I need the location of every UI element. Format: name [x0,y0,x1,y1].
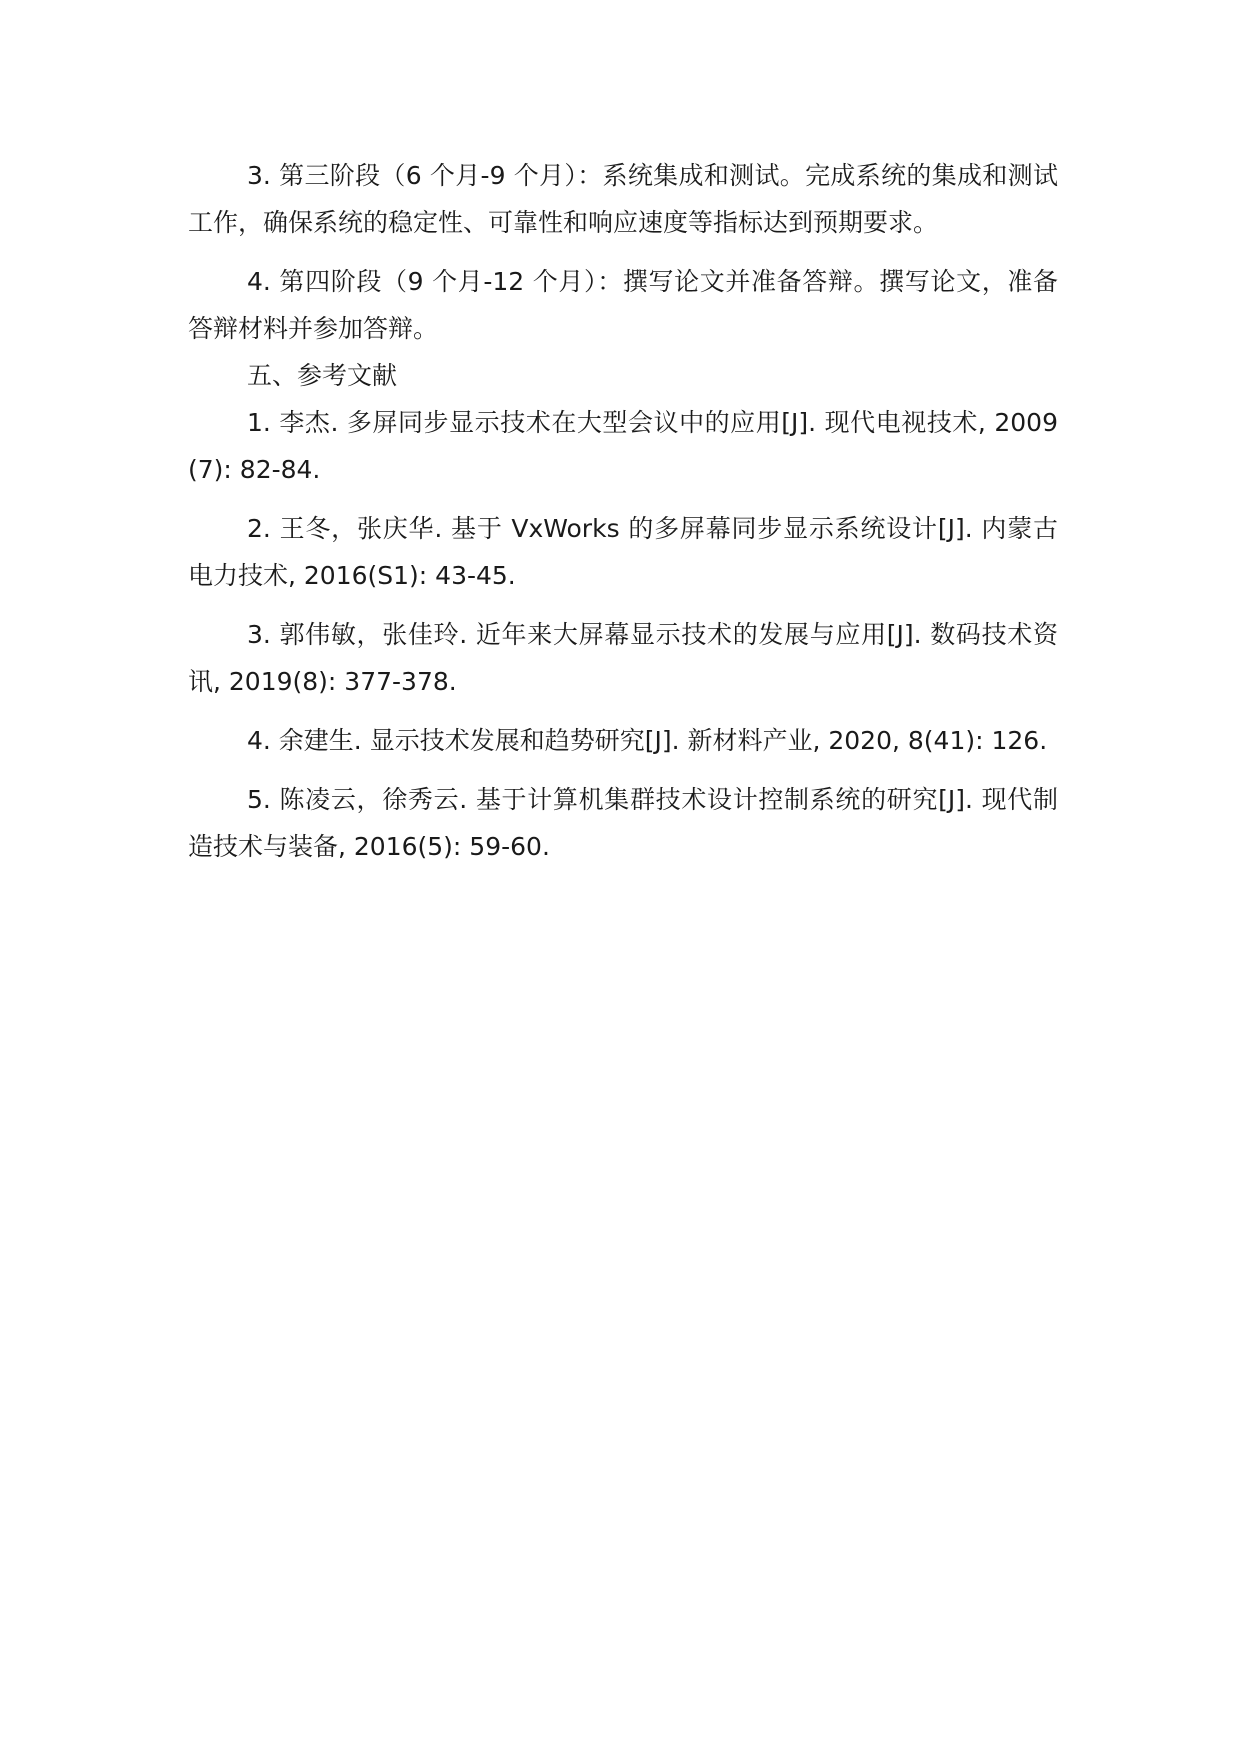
references-list [188,399,1058,870]
reference-item-2: 2. 王冬，张庆华. 基于 VxWorks 的多屏幕同步显示系统设计[J]. 内蒙古电力技术, 2016(S1): 43-45. [188,514,1058,590]
reference-item-3: 3. 郭伟敏，张佳玲. 近年来大屏幕显示技术的发展与应用[J]. 数码技术资讯, 2019(8): 377-378. [188,620,1058,696]
stage3-paragraph: 3. 第三阶段（6 个月-9 个月）：系统集成和测试。完成系统的集成和测试工作，确保系统的稳定性、可靠性和响应速度等指标达到预期要求。 [188,161,1058,237]
reference-item-1: 1. 李杰. 多屏同步显示技术在大型会议中的应用[J]. 现代电视技术, 2009(7): 82-84. [188,408,1058,484]
reference-item-4: 4. 余建生. 显示技术发展和趋势研究[J]. 新材料产业, 2020, 8(41): 126. [247,726,1048,755]
stage4-paragraph: 4. 第四阶段（9 个月-12 个月）：撰写论文并准备答辩。撰写论文，准备答辩材料并参加答辩。 [188,267,1058,343]
references-heading: 五、参考文献 [247,361,398,390]
reference-item-5: 5. 陈凌云，徐秀云. 基于计算机集群技术设计控制系统的研究[J]. 现代制造技术与装备, 2016(5): 59-60. [188,785,1058,861]
page-content [188,152,1058,870]
